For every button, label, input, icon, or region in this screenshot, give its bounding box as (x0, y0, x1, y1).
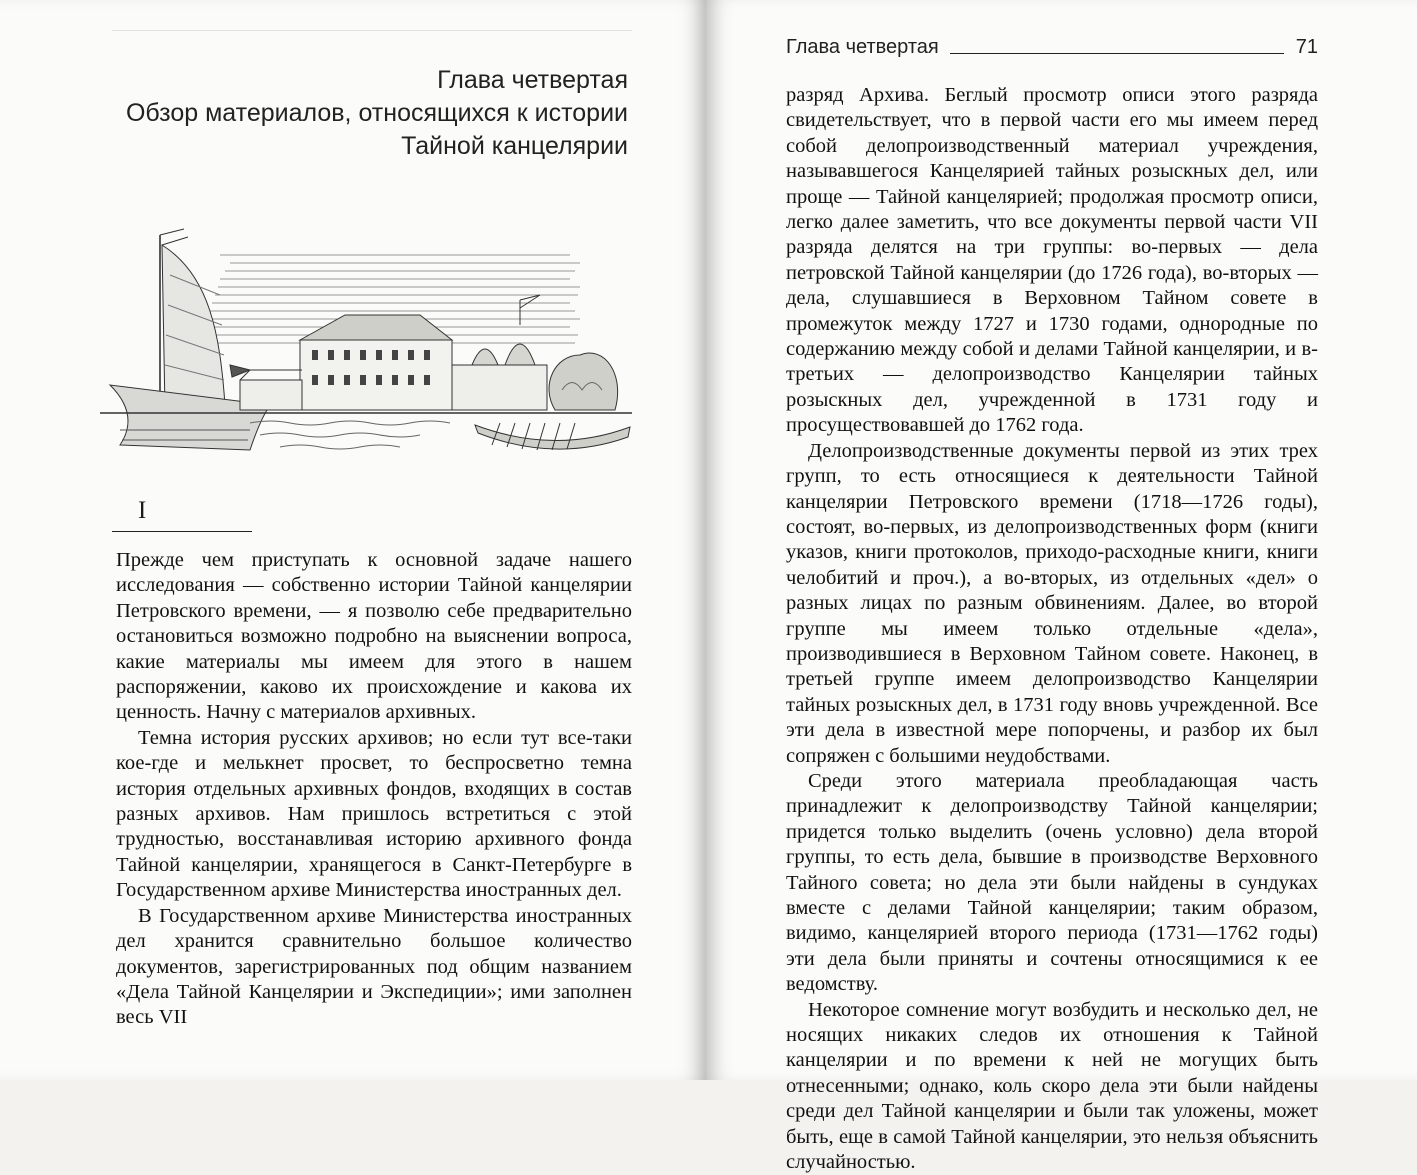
paragraph: Некоторое сомнение могут возбудить и несколько дел, не носящих никаких следов их отношения к Тайной канцелярии и по времени к ней не могущих быть отнесенными; однако, коль скоро дела эти были найдены среди дел Тайной канцелярии и были так уложены, может быть, еще в самой Тайной канцелярии, это нельзя объяснить случайностью. (786, 998, 1318, 1174)
body-text (116, 548, 632, 1031)
paragraph: В Государственном архиве Министерства иностранных дел хранится сравнительно большое количество документов, зарегистрированных под общим названием «Дела Тайной Канцелярии и Экспедиции»; ими заполнен весь VII (116, 904, 632, 1029)
left-page (0, 0, 706, 1080)
section-rule (112, 531, 252, 532)
chapter-heading-line: Тайной канцелярии (401, 132, 628, 160)
section-number: I (138, 497, 147, 524)
chapter-heading (68, 64, 628, 163)
harbor-engraving-illustration (100, 215, 632, 465)
right-page (706, 0, 1417, 1174)
show-through-header (112, 30, 632, 31)
chapter-heading-line: Обзор материалов, относящихся к истории (125, 99, 628, 127)
page-number: 71 (1295, 36, 1318, 58)
paragraph: разряд Архива. Беглый просмотр описи этого разряда свидетельствует, что в первой части его мы имеем перед собой делопроизводственный материал учреждения, называвшегося Канцелярией тайных розыскных дел, или проще — Тайной канцелярией; продолжая просмотр описи, легко далее заметить, что все документы первой части VII разряда делятся на три группы: во-первых — дела петровской Тайной канцелярии (до 1726 года), во-вторых — дела, слушавшиеся в Верховном Тайном совете в промежуток между 1727 и 1730 годами, однородные по содержанию между собой и делами Тайной канцелярии, и в-третьих — делопроизводство Канцелярии тайных розыскных дел, учрежденной в 1731 году и просуществовавшей до 1762 года. (786, 84, 1318, 437)
paragraph: Среди этого материала преобладающая часть принадлежит к делопроизводству Тайной канцелярии; придется только выделить (очень условно) дела второй группы, то есть дела, бывшие в производстве Верховного Тайного совета; но дела эти были найдены в сундуках вместе с делами Тайной канцелярии; таким образом, видимо, канцелярией второго периода (1731—1762 годы) эти дела были приняты и сочтены относящимися к ее ведомству. (786, 769, 1318, 996)
section-marker (112, 496, 252, 532)
body-text (786, 83, 1318, 1175)
chapter-heading-line: Глава четвертая (437, 66, 628, 94)
paragraph: Прежде чем приступать к основной задаче нашего исследования — собственно истории Тайной канцелярии Петровского времени, — я позволю себе предварительно остановиться возможно подробно на выяснении вопроса, какие материалы мы имеем для этого в нашем распоряжении, каково их происхождение и какова их ценность. Начну с материалов архивных. (116, 549, 632, 724)
paragraph: Делопроизводственные документы первой из этих трех групп, то есть относящиеся к деятельности Тайной канцелярии Петровского времени (1718—1726 годы), состоят, во-первых, из делопроизводственных форм (книги указов, книги протоколов, приходо-расходные книги, книги челобитий и проч.), а во-вторых, из отдельных «дел» о разных лицах по разным обвинениям. Далее, во второй группе мы имеем только отдельные «дела», производившиеся в Верховном Тайном совете. Наконец, в третьей группе имеем делопроизводство Канцелярии тайных розыскных дел, в 1731 году вновь учрежденной. Все эти дела в известной мере попорчены, и разбор их был сопряжен с большими неудобствами. (786, 439, 1318, 767)
running-head-rule (950, 53, 1284, 54)
running-head-title: Глава четвертая (786, 36, 939, 58)
running-head (786, 36, 1318, 64)
paragraph: Темна история русских архивов; но если тут все-таки кое-где и мелькнет просвет, то беспросветно темна история отдельных архивных фондов, входящих в состав разных архивов. Нам пришлось встретиться с этой трудностью, восстанавливая историю архивного фонда Тайной канцелярии, хранящегося в Санкт-Петербурге в Государственном архиве Министерства иностранных дел. (116, 726, 632, 902)
